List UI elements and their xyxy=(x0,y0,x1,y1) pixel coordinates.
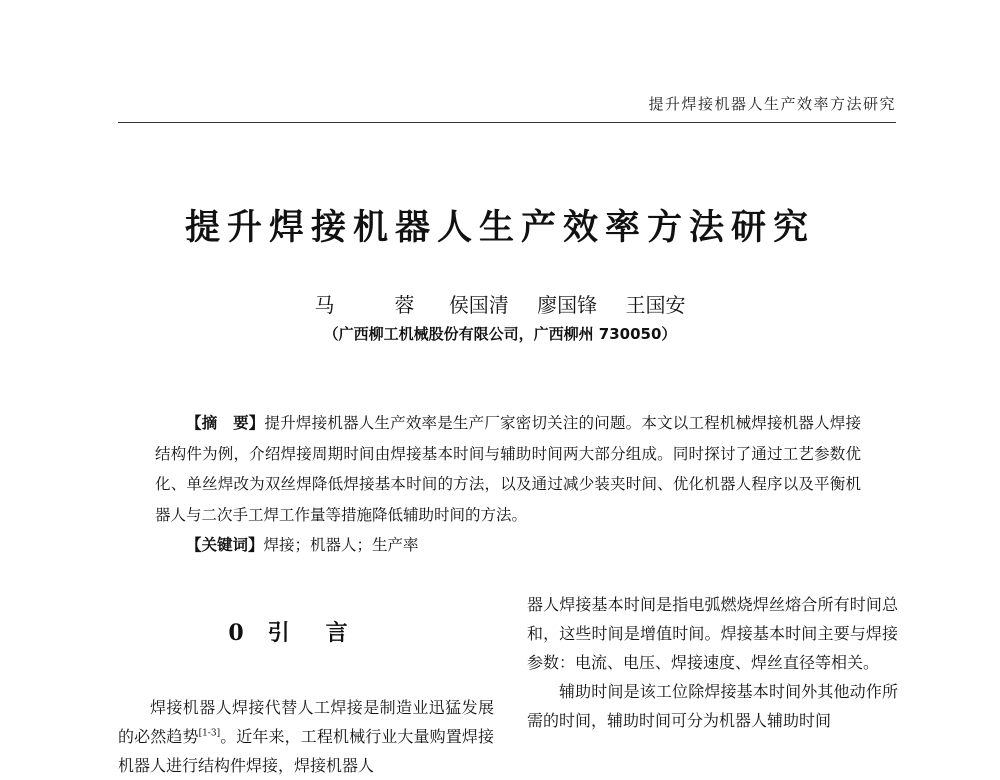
author-name: 马 蓉 xyxy=(314,293,435,317)
intro-paragraph xyxy=(118,693,494,780)
keywords-label: 【关键词】 xyxy=(186,536,264,554)
right-column xyxy=(527,590,898,735)
citation-ref[interactable]: [1-3] xyxy=(198,728,221,739)
abstract-label: 【摘 要】 xyxy=(186,414,265,432)
header-rule xyxy=(118,122,896,123)
author-name: 廖国锋 xyxy=(537,293,598,317)
keywords xyxy=(155,530,861,561)
intro-text: 焊接机器人焊接代替人工焊接是制造业迅猛发展的必然趋势 xyxy=(118,698,494,746)
abstract-text: 提升焊接机器人生产效率是生产厂家密切关注的问题。本文以工程机械焊接机器人焊接结构件为例，介绍焊接周期时间由焊接基本时间与辅助时间两大部分组成。同时探讨了通过工艺参数优化、单丝焊改为双丝焊降低焊接基本时间的方法，以及通过减少装夹时间、优化机器人程序以及平衡机器人与二次手工焊工作量等措施降低辅助时间的方法。 xyxy=(155,414,861,524)
intro-text-cont: 。近年来，工程机械行业大量购置焊接机器人进行结构件焊接，焊接机器人 xyxy=(118,727,494,775)
article-title: 提升焊接机器人生产效率方法研究 xyxy=(184,207,815,248)
section-heading xyxy=(118,616,494,647)
keywords-text: 焊接；机器人；生产率 xyxy=(263,536,419,554)
affiliation: （广西柳工机械股份有限公司，广西柳州 730050） xyxy=(323,325,677,343)
author-name: 王国安 xyxy=(625,293,686,317)
body-paragraph: 器人焊接基本时间是指电弧燃烧焊丝熔合所有时间总和，这些时间是增值时间。焊接基本时间主要与焊接参数：电流、电压、焊接速度、焊丝直径等相关。 xyxy=(527,595,898,672)
author-name: 侯国清 xyxy=(448,293,509,317)
body-paragraph: 辅助时间是该工位除焊接基本时间外其他动作所需的时间，辅助时间可分为机器人辅助时间 xyxy=(527,682,898,730)
section-title: 引言 xyxy=(267,620,384,646)
left-column xyxy=(118,600,494,780)
author-list xyxy=(0,289,1000,318)
running-head: 提升焊接机器人生产效率方法研究 xyxy=(648,95,896,113)
abstract xyxy=(155,408,861,530)
section-number: 0 xyxy=(228,620,246,646)
